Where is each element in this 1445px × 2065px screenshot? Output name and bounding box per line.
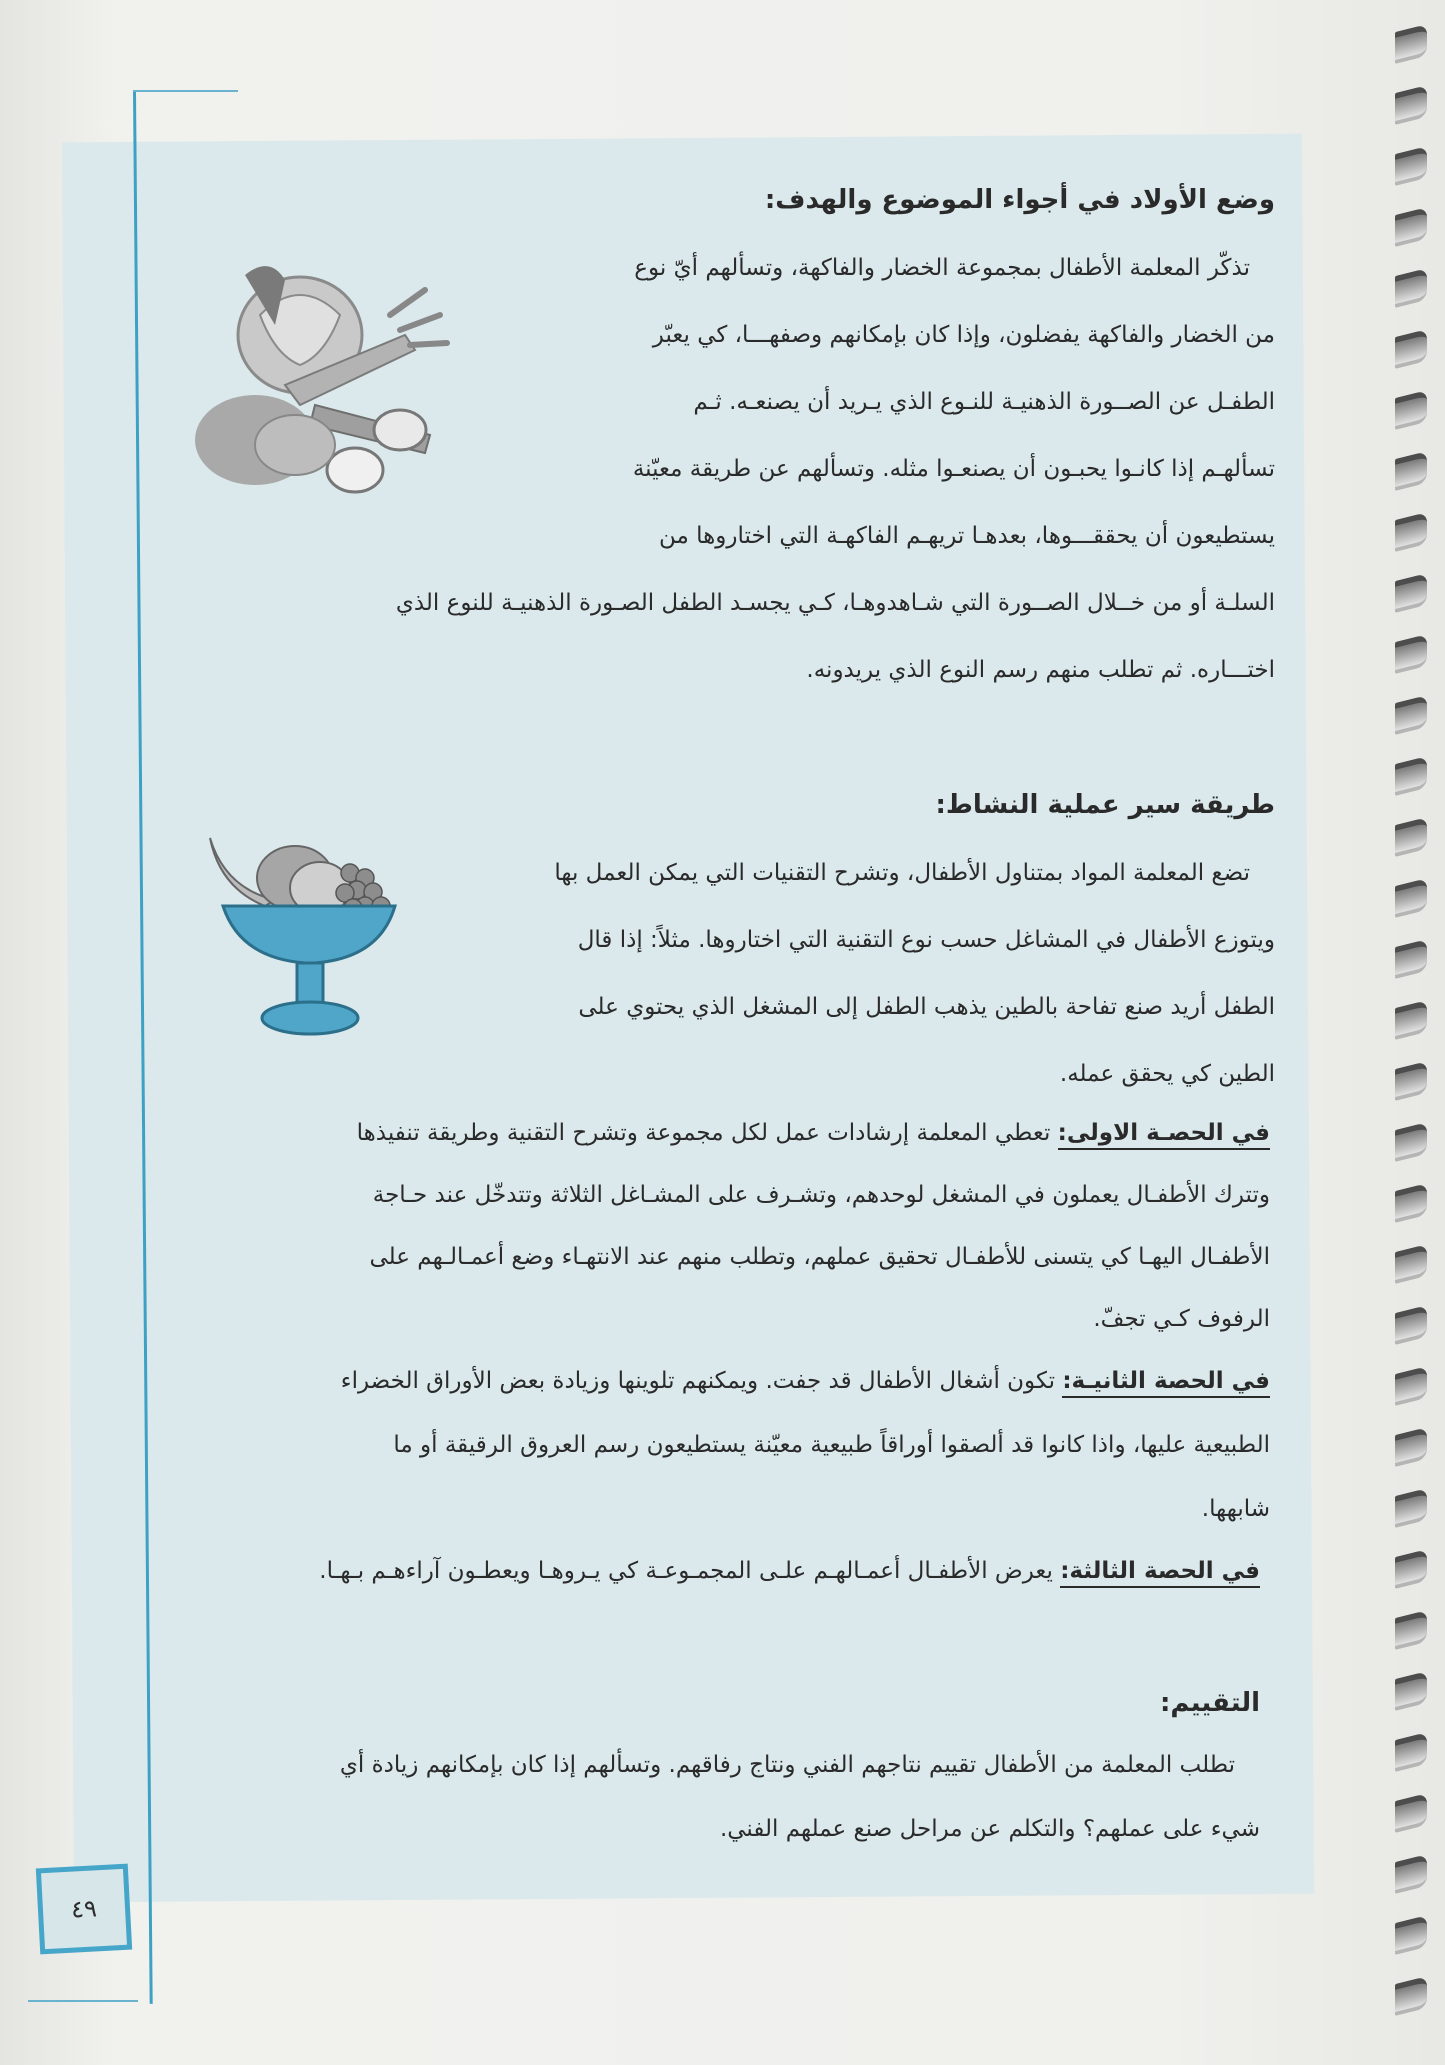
- spiral-coil: [1395, 1976, 1427, 2016]
- session-2-line-2: الطبيعية عليها، واذا كانوا قد ألصقوا أوراقاً طبيعية معيّنة يستطيعون رسم العروق الرقيقة أو ما: [393, 1432, 1270, 1458]
- section-heading-intro: وضع الأولاد في أجواء الموضوع والهدف:: [764, 185, 1275, 215]
- spiral-coil: [1395, 1732, 1427, 1772]
- session-1-label: في الحصـة الاولى:: [1058, 1120, 1270, 1150]
- spiral-coil: [1395, 573, 1427, 613]
- activity-line-1: تضع المعلمة المواد بمتناول الأطفال، وتشرح التقنيات التي يمكن العمل بها: [554, 860, 1250, 886]
- evaluation-line-2: شيء على عملهم؟ والتكلم عن مراحل صنع عملهم الفني.: [719, 1816, 1260, 1842]
- session-3-line-1: [319, 1558, 1260, 1584]
- spiral-coil: [1395, 1671, 1427, 1711]
- session-1-line-2: وتترك الأطفـال يعملون في المشغل لوحدهم، وتشـرف على المشـاغل الثلاثة وتتدخّل عند حـاجة: [372, 1182, 1270, 1208]
- session-2-line-3: شابهها.: [1201, 1496, 1270, 1522]
- session-3-text: يعرض الأطفـال أعمـالهـم علـى المجمـوعـة كي يـروهـا ويعطـون آراءهـم بـهـا.: [319, 1558, 1061, 1584]
- spiral-coil: [1395, 939, 1427, 979]
- spiral-coil: [1395, 24, 1427, 64]
- intro-line-3: الطفـل عن الصــورة الذهنيـة للنـوع الذي يـريد أن يصنعـه. ثـم: [693, 389, 1275, 415]
- intro-line-4: تسألهـم إذا كانـوا يحبـون أن يصنعـوا مثله. وتسألهم عن طريقة معيّنة: [632, 456, 1275, 482]
- section-heading-evaluation: التقييم:: [1159, 1688, 1260, 1718]
- intro-line-6: السلـة أو من خــلال الصــورة التي شـاهدوهـا، كـي يجسـد الطفل الصـورة الذهنيـة للنوع الذي: [395, 590, 1275, 616]
- spiral-coil: [1395, 1122, 1427, 1162]
- fruit-bowl-illustration: [205, 828, 415, 1048]
- session-2-label: في الحصة الثانيـة:: [1062, 1368, 1270, 1398]
- spiral-coil: [1395, 1793, 1427, 1833]
- session-1-line-3: الأطفـال اليهـا كي يتسنى للأطفـال تحقيق عملهم، وتطلب منهم عند الانتهـاء وضع أعمـالـهم على: [369, 1244, 1270, 1270]
- spiral-coil: [1395, 1610, 1427, 1650]
- spiral-coil: [1395, 695, 1427, 735]
- spiral-coil: [1395, 878, 1427, 918]
- session-1-text: تعطي المعلمة إرشادات عمل لكل مجموعة وتشرح التقنية وطريقة تنفيذها: [356, 1120, 1058, 1146]
- spiral-coil: [1395, 817, 1427, 857]
- spiral-coil: [1395, 1183, 1427, 1223]
- spiral-coil: [1395, 1427, 1427, 1467]
- session-3-label: في الحصة الثالثة:: [1060, 1558, 1260, 1588]
- intro-line-5: يستطيعون أن يحققـــوها، بعدهـا تريهـم الفاكهـة التي اختاروها من: [659, 523, 1275, 549]
- intro-line-2: من الخضار والفاكهة يفضلون، وإذا كان بإمكانهم وصفهـــا، كي يعبّر: [652, 322, 1275, 348]
- spiral-coil: [1395, 756, 1427, 796]
- spiral-coil: [1395, 390, 1427, 430]
- spiral-coil: [1395, 1488, 1427, 1528]
- spiral-coil: [1395, 1061, 1427, 1101]
- evaluation-line-1: تطلب المعلمة من الأطفال تقييم نتاجهم الفني ونتاج رفاقهم. وتسألهم إذا كان بإمكانهم زيادة أي: [339, 1752, 1235, 1778]
- spiral-coil: [1395, 1915, 1427, 1955]
- intro-line-7: اختـــاره. ثم تطلب منهم رسم النوع الذي يريدونه.: [806, 657, 1275, 683]
- frame-line-top: [133, 90, 238, 92]
- intro-line-1: تذكّر المعلمة الأطفال بمجموعة الخضار والفاكهة، وتسألهم أيّ نوع: [634, 255, 1250, 281]
- spiral-coil: [1395, 1244, 1427, 1284]
- activity-line-3: الطفل أريد صنع تفاحة بالطين يذهب الطفل إلى المشغل الذي يحتوي على: [578, 994, 1275, 1020]
- spiral-coil: [1395, 1000, 1427, 1040]
- session-2-text: تكون أشغال الأطفال قد جفت. ويمكنهم تلوينها وزيادة بعض الأوراق الخضراء: [340, 1368, 1063, 1394]
- session-2-line-1: [341, 1368, 1270, 1394]
- spiral-coil: [1395, 634, 1427, 674]
- spiral-coil: [1395, 329, 1427, 369]
- session-1-line-4: الرفوف كـي تجفّ.: [1093, 1306, 1270, 1332]
- spiral-coil: [1395, 207, 1427, 247]
- spiral-coil: [1395, 1854, 1427, 1894]
- spiral-coil: [1395, 268, 1427, 308]
- activity-line-2: ويتوزع الأطفال في المشاغل حسب نوع التقنية التي اختاروها. مثلاً: إذا قال: [577, 927, 1275, 953]
- frame-line-bottom: [28, 2000, 138, 2002]
- spiral-coil: [1395, 451, 1427, 491]
- spiral-coil: [1395, 1305, 1427, 1345]
- spiral-binding: [1370, 0, 1445, 2065]
- activity-line-4: الطين كي يحقق عمله.: [1059, 1061, 1275, 1087]
- spiral-coil: [1395, 1366, 1427, 1406]
- spiral-coil: [1395, 146, 1427, 186]
- section-heading-activity: طريقة سير عملية النشاط:: [935, 790, 1275, 820]
- spiral-coil: [1395, 85, 1427, 125]
- page-number: ٤٩: [36, 1864, 132, 1955]
- spiral-coil: [1395, 1549, 1427, 1589]
- vegetables-illustration: [185, 255, 465, 520]
- session-1-line-1: [357, 1120, 1270, 1146]
- spiral-coil: [1395, 512, 1427, 552]
